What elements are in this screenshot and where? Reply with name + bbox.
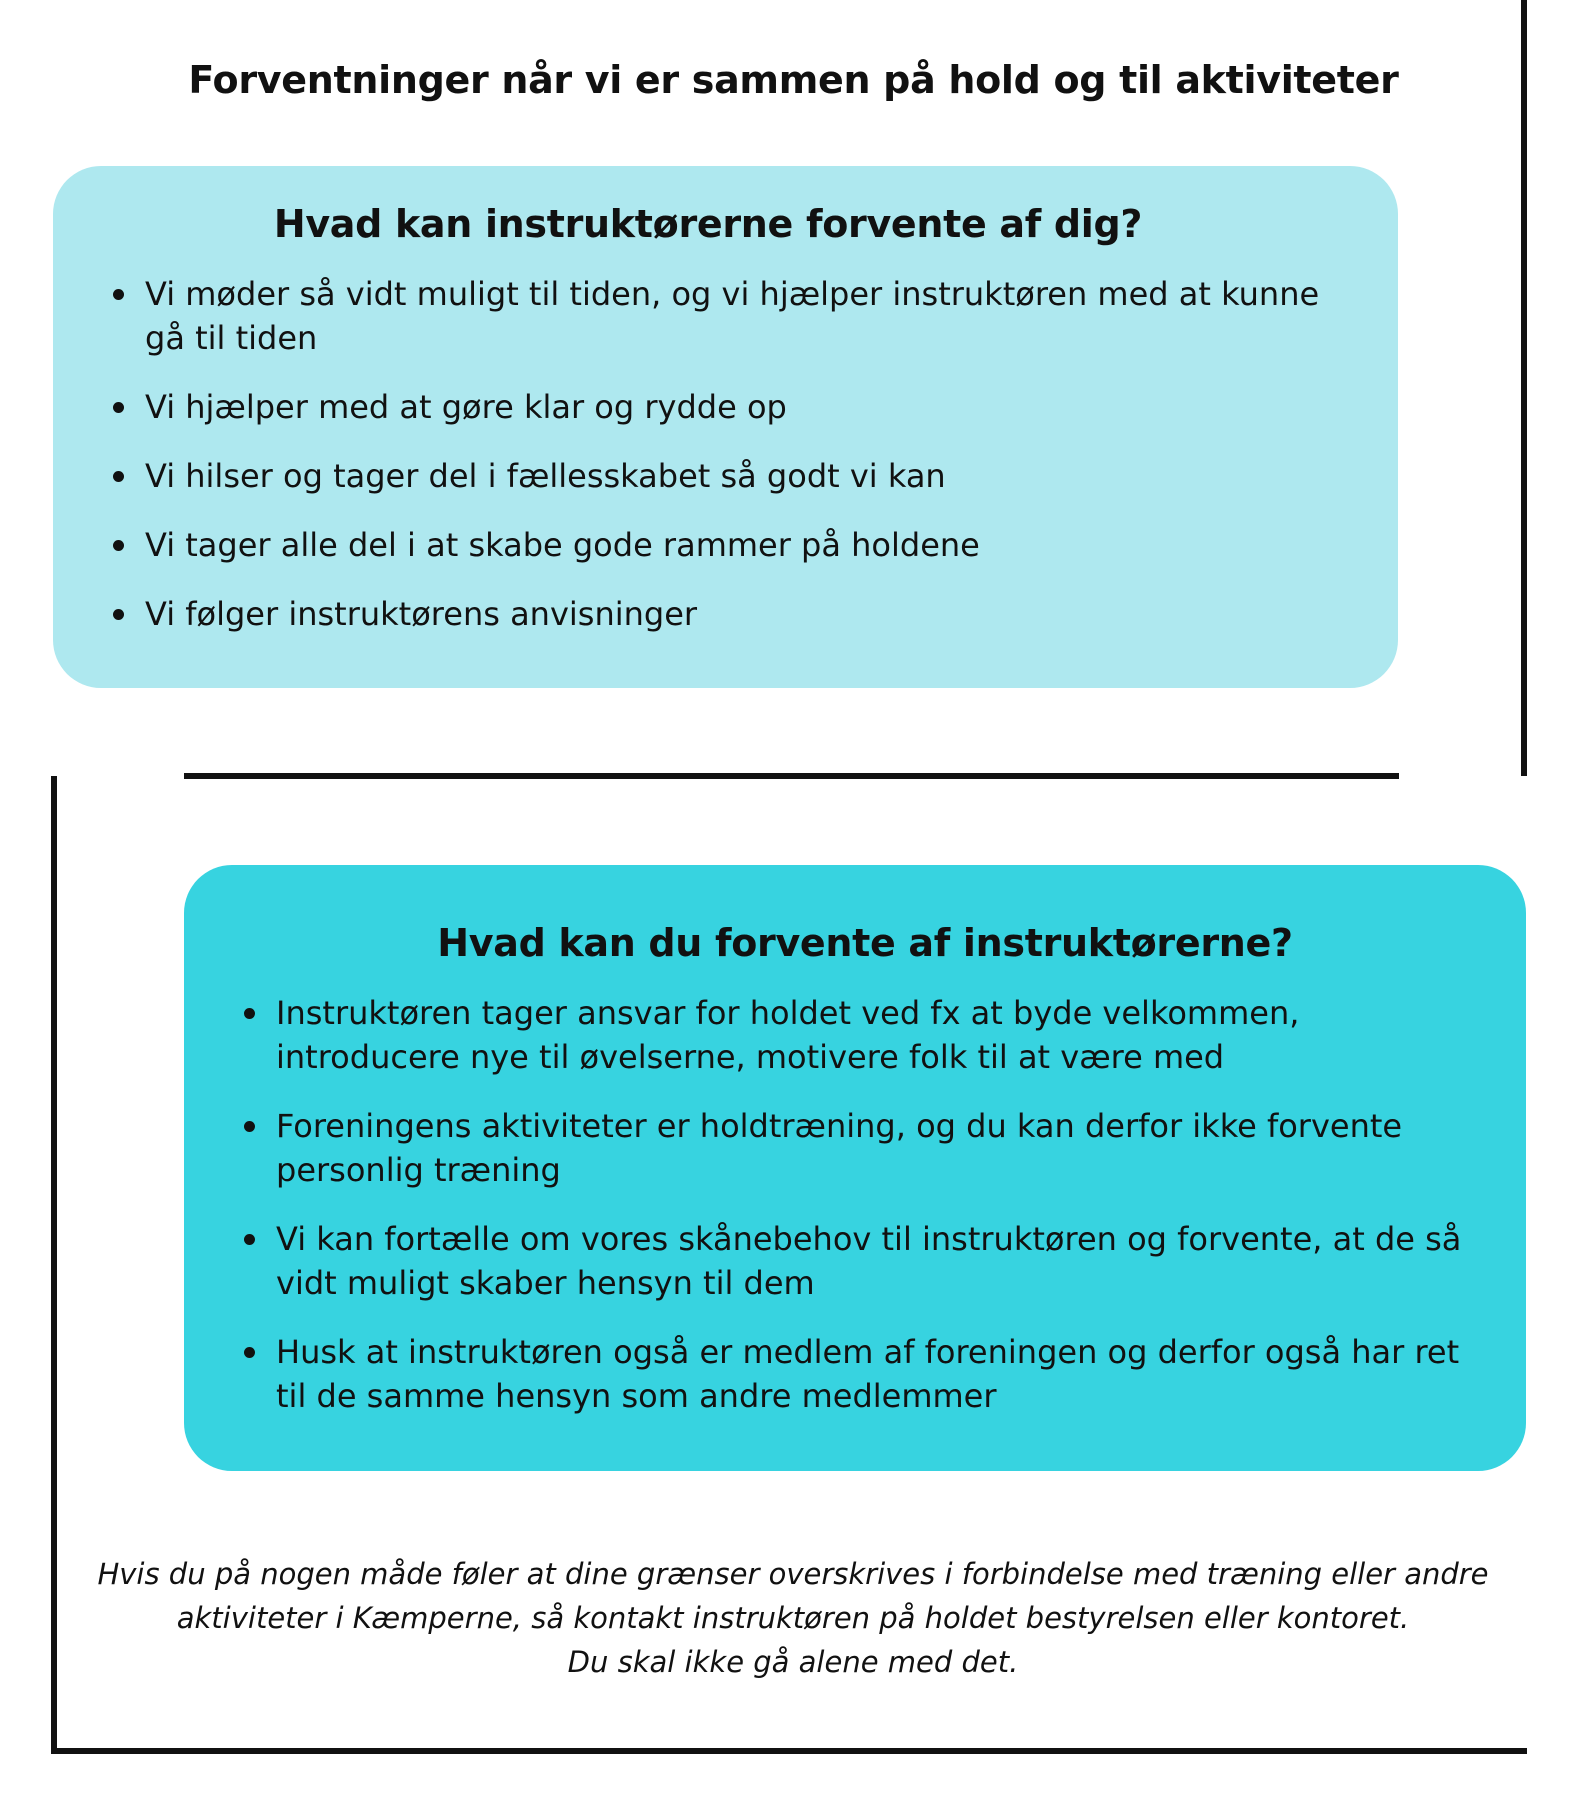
bullet-icon (244, 1008, 255, 1019)
list-item (244, 1330, 1466, 1418)
instructor-expectations-heading: Hvad kan instruktørerne forvente af dig? (273, 202, 1143, 246)
list-item (113, 385, 1348, 429)
list-item (244, 1104, 1466, 1192)
bullet-icon (113, 540, 124, 551)
bullet-icon (113, 402, 124, 413)
list-item (113, 454, 1348, 498)
bullet-icon (244, 1347, 255, 1358)
list-item-text: Husk at instruktøren også er medlem af foreningen og derfor også har ret til de samme hensyn som andre medlemmer (276, 1333, 1460, 1415)
bullet-icon (244, 1121, 255, 1132)
bullet-icon (113, 609, 124, 620)
bullet-icon (113, 289, 124, 300)
instructor-expectations-list (113, 272, 1348, 636)
middle-horizontal-rule (184, 773, 1399, 779)
instructor-expectations-card (53, 166, 1398, 688)
list-item (113, 272, 1348, 360)
member-expectations-card (184, 865, 1526, 1471)
footer-note-line: Du skal ikke gå alene med det. (567, 1645, 1019, 1679)
list-item-text: Foreningens aktiviteter er holdtræning, og du kan derfor ikke forvente personlig træning (276, 1107, 1403, 1189)
member-expectations-heading: Hvad kan du forvente af instruktørerne? (437, 921, 1293, 965)
member-expectations-list (244, 991, 1466, 1418)
page-title: Forventninger når vi er sammen på hold og til aktiviteter (188, 58, 1399, 102)
footer-note-line: Hvis du på nogen måde føler at dine grænser overskrives i forbindelse med træning eller andre (97, 1557, 1489, 1591)
list-item-text: Vi følger instruktørens anvisninger (145, 595, 698, 633)
bullet-icon (113, 471, 124, 482)
bottom-horizontal-rule (51, 1748, 1527, 1754)
list-item-text: Vi hjælper med at gøre klar og rydde op (145, 388, 787, 426)
left-vertical-rule (51, 776, 57, 1754)
right-vertical-rule (1521, 0, 1527, 776)
list-item-text: Instruktøren tager ansvar for holdet ved fx at byde velkommen, introducere nye til øvelserne, motivere folk til at være med (276, 994, 1300, 1076)
bullet-icon (244, 1234, 255, 1245)
footer-note (60, 1552, 1526, 1684)
list-item-text: Vi møder så vidt muligt til tiden, og vi hjælper instruktøren med at kunne gå til tiden (145, 275, 1320, 357)
list-item (244, 1217, 1466, 1305)
list-item (244, 991, 1466, 1079)
footer-note-line: aktiviteter i Kæmperne, så kontakt instruktøren på holdet bestyrelsen eller kontoret. (176, 1601, 1410, 1635)
list-item-text: Vi hilser og tager del i fællesskabet så godt vi kan (145, 457, 946, 495)
list-item (113, 592, 1348, 636)
list-item-text: Vi kan fortælle om vores skånebehov til instruktøren og forvente, at de så vidt muligt skaber hensyn til dem (276, 1220, 1462, 1302)
list-item-text: Vi tager alle del i at skabe gode rammer på holdene (145, 526, 980, 564)
list-item (113, 523, 1348, 567)
